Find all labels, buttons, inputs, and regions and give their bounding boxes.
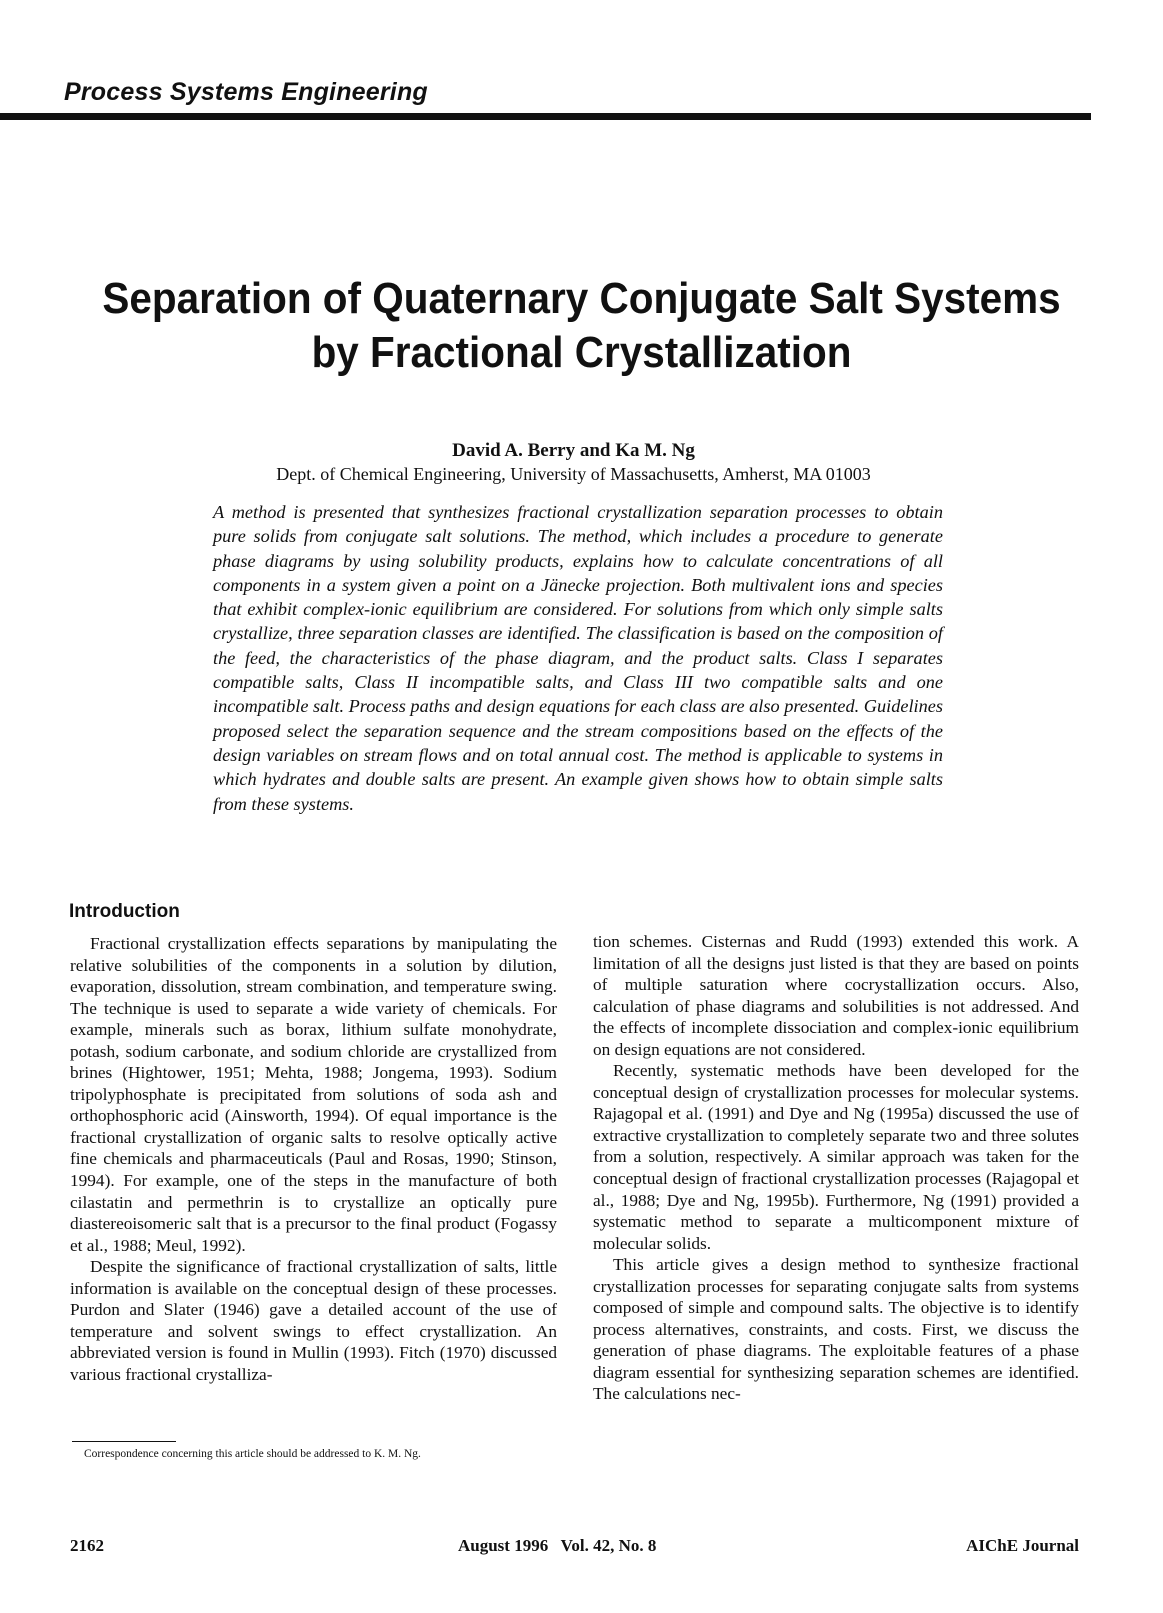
issue-info: August 1996 Vol. 42, No. 8 <box>458 1536 657 1555</box>
right-column <box>593 931 1079 1405</box>
paragraph: tion schemes. Cisternas and Rudd (1993) extended this work. A limitation of all the designs just listed is that they are based on points of multiple saturation where cocrystallization occurs. Also, calculation of phase diagrams and solubilities is not addressed. And the effects of incomplete dissociation and complex-ionic equilibrium on design equations are not considered. <box>593 932 1079 1059</box>
footnote-rule <box>72 1441 176 1442</box>
section-header: Process Systems Engineering <box>64 78 428 106</box>
footnote: Correspondence concerning this article should be addressed to K. M. Ng. <box>84 1448 421 1460</box>
header-rule <box>0 113 1091 120</box>
affiliation: Dept. of Chemical Engineering, University of Massachusetts, Amherst, MA 01003 <box>276 464 871 484</box>
paragraph: This article gives a design method to synthesize fractional crystallization processes for separating conjugate salts from systems composed of simple and compound salts. The objective is to identify process alternatives, constraints, and costs. First, we discuss the generation of phase diagrams. The exploitable features of a phase diagram essential for synthesizing separation schemes are identified. The calculations nec- <box>593 1255 1079 1404</box>
journal-name: AIChE Journal <box>966 1536 1079 1555</box>
abstract: A method is presented that synthesizes fractional crystallization separation processes to obtain pure solids from conjugate salt solutions. The method, which includes a procedure to generate phase diagrams by using solubility products, explains how to calculate concentrations of all components in a system given a point on a Jänecke projection. Both multivalent ions and species that exhibit complex-ionic equilibrium are considered. For solutions from which only simple salts crystallize, three separation classes are identified. The classification is based on the composition of the feed, the characteristics of the phase diagram, and the product salts. Class I separates compatible salts, Class II incompatible salts, and Class III two compatible salts and one incompatible salt. Process paths and design equations for each class are also presented. Guidelines proposed select the separation sequence and the stream compositions based on the effects of the design variables on stream flows and on total annual cost. The method is applicable to systems in which hydrates and double salts are present. An example given shows how to obtain simple salts from these systems. <box>213 502 943 814</box>
introduction-heading: Introduction <box>69 901 180 922</box>
left-column <box>70 933 557 1385</box>
title-line-2: by Fractional Crystallization <box>311 328 852 377</box>
page-number: 2162 <box>70 1536 104 1555</box>
paragraph: Fractional crystallization effects separations by manipulating the relative solubilities of the components in a solution by dilution, evaporation, dissolution, stream combination, and temperature swing. The technique is used to separate a wide variety of chemicals. For example, minerals such as borax, lithium sulfate monohydrate, potash, sodium carbonate, and sodium chloride are crystallized from brines (Hightower, 1951; Mehta, 1988; Jongema, 1993). Sodium tripolyphosphate is precipitated from solutions of soda ash and orthophosphoric acid (Ainsworth, 1994). Of equal importance is the fractional crystallization of organic salts to resolve optically active fine chemicals and pharmaceuticals (Paul and Rosas, 1990; Stinson, 1994). For example, one of the steps in the manufacture of both cilastatin and permethrin is to crystallize an optically pure diastereoisomeric salt that is a precursor to the final product (Fogassy et al., 1988; Meul, 1992). <box>70 934 557 1255</box>
paragraph: Recently, systematic methods have been developed for the conceptual design of crystallization processes for molecular systems. Rajagopal et al. (1991) and Dye and Ng (1995a) discussed the use of extractive crystallization to completely separate two and three solutes from a solution, respectively. A similar approach was taken for the conceptual design of fractional crystallization processes (Rajagopal et al., 1988; Dye and Ng, 1995b). Furthermore, Ng (1991) provided a systematic method to separate a multicomponent mixture of molecular solids. <box>593 1061 1079 1253</box>
title-line-1: Separation of Quaternary Conjugate Salt Systems <box>102 274 1061 323</box>
article-title <box>83 272 1079 380</box>
authors: David A. Berry and Ka M. Ng <box>452 440 695 461</box>
paragraph: Despite the significance of fractional crystallization of salts, little information is available on the conceptual design of these processes. Purdon and Slater (1946) gave a detailed account of the use of temperature and solvent swings to effect crystallization. An abbreviated version is found in Mullin (1993). Fitch (1970) discussed various fractional crystalliza- <box>70 1257 557 1384</box>
